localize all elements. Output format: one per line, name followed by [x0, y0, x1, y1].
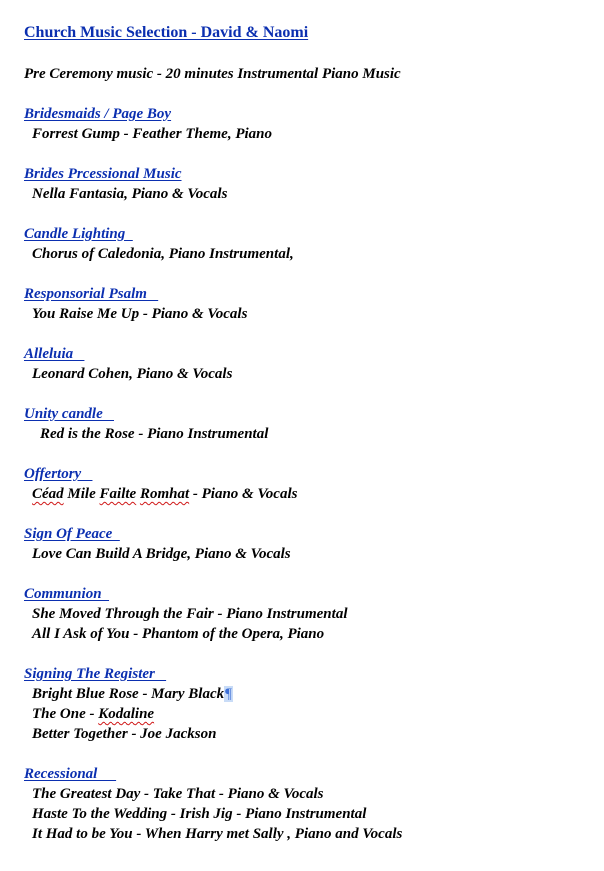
document-title: Church Music Selection - David & Naomi [24, 24, 309, 41]
song-line: Forrest Gump - Feather Theme, Piano [32, 126, 273, 142]
spell-flagged-word: Kodaline [98, 706, 155, 722]
song-line [24, 684, 594, 704]
section-sign-of-peace [24, 524, 594, 564]
song-line: The Greatest Day - Take That - Piano & Vocals [32, 786, 324, 802]
section-bridesmaids [24, 104, 594, 144]
document-page [24, 24, 594, 844]
section-candle-lighting [24, 224, 594, 264]
song-line: It Had to be You - When Harry met Sally , Piano and Vocals [32, 826, 403, 842]
song-line: Haste To the Wedding - Irish Jig - Piano Instrumental [32, 806, 367, 822]
section-responsorial-psalm [24, 284, 594, 324]
section-offertory [24, 464, 594, 504]
song-line: You Raise Me Up - Piano & Vocals [32, 306, 248, 322]
pre-ceremony-line: Pre Ceremony music - 20 minutes Instrumental Piano Music [24, 66, 401, 82]
pilcrow-cursor-icon: ¶ [225, 686, 232, 702]
section-unity-candle [24, 404, 594, 444]
song-line: Better Together - Joe Jackson [32, 726, 217, 742]
song-text: - Piano & Vocals [189, 486, 298, 502]
song-line [24, 704, 594, 724]
spell-flagged-word: Failte [99, 486, 137, 502]
spell-flagged-word: Céad [32, 486, 64, 502]
song-text: Mile [63, 486, 100, 502]
song-text: Bright Blue Rose - Mary Black [32, 686, 225, 702]
section-heading[interactable]: Alleluia [24, 346, 85, 362]
song-line: Red is the Rose - Piano Instrumental [40, 426, 269, 442]
song-text: The One - [32, 706, 99, 722]
section-heading[interactable]: Sign Of Peace [24, 526, 120, 542]
section-heading[interactable]: Recessional [24, 766, 117, 782]
song-line: She Moved Through the Fair - Piano Instrumental [32, 606, 348, 622]
section-signing-register [24, 664, 594, 744]
song-line [24, 484, 594, 504]
section-heading[interactable]: Bridesmaids / Page Boy [24, 106, 172, 122]
song-line: All I Ask of You - Phantom of the Opera, Piano [32, 626, 325, 642]
section-heading[interactable]: Brides Prcessional Music [24, 166, 182, 182]
section-heading[interactable]: Candle Lighting [24, 226, 133, 242]
song-line: Leonard Cohen, Piano & Vocals [32, 366, 233, 382]
section-heading[interactable]: Communion [24, 586, 110, 602]
section-brides-processional [24, 164, 594, 204]
section-heading[interactable]: Responsorial Psalm [24, 286, 159, 302]
section-communion [24, 584, 594, 644]
song-line: Nella Fantasia, Piano & Vocals [32, 186, 228, 202]
section-heading[interactable]: Offertory [24, 466, 93, 482]
section-recessional [24, 764, 594, 844]
song-line: Chorus of Caledonia, Piano Instrumental, [32, 246, 294, 262]
section-alleluia [24, 344, 594, 384]
song-line: Love Can Build A Bridge, Piano & Vocals [32, 546, 291, 562]
section-heading[interactable]: Unity candle [24, 406, 114, 422]
section-heading[interactable]: Signing The Register [24, 666, 167, 682]
spell-flagged-word: Romhat [139, 486, 190, 502]
